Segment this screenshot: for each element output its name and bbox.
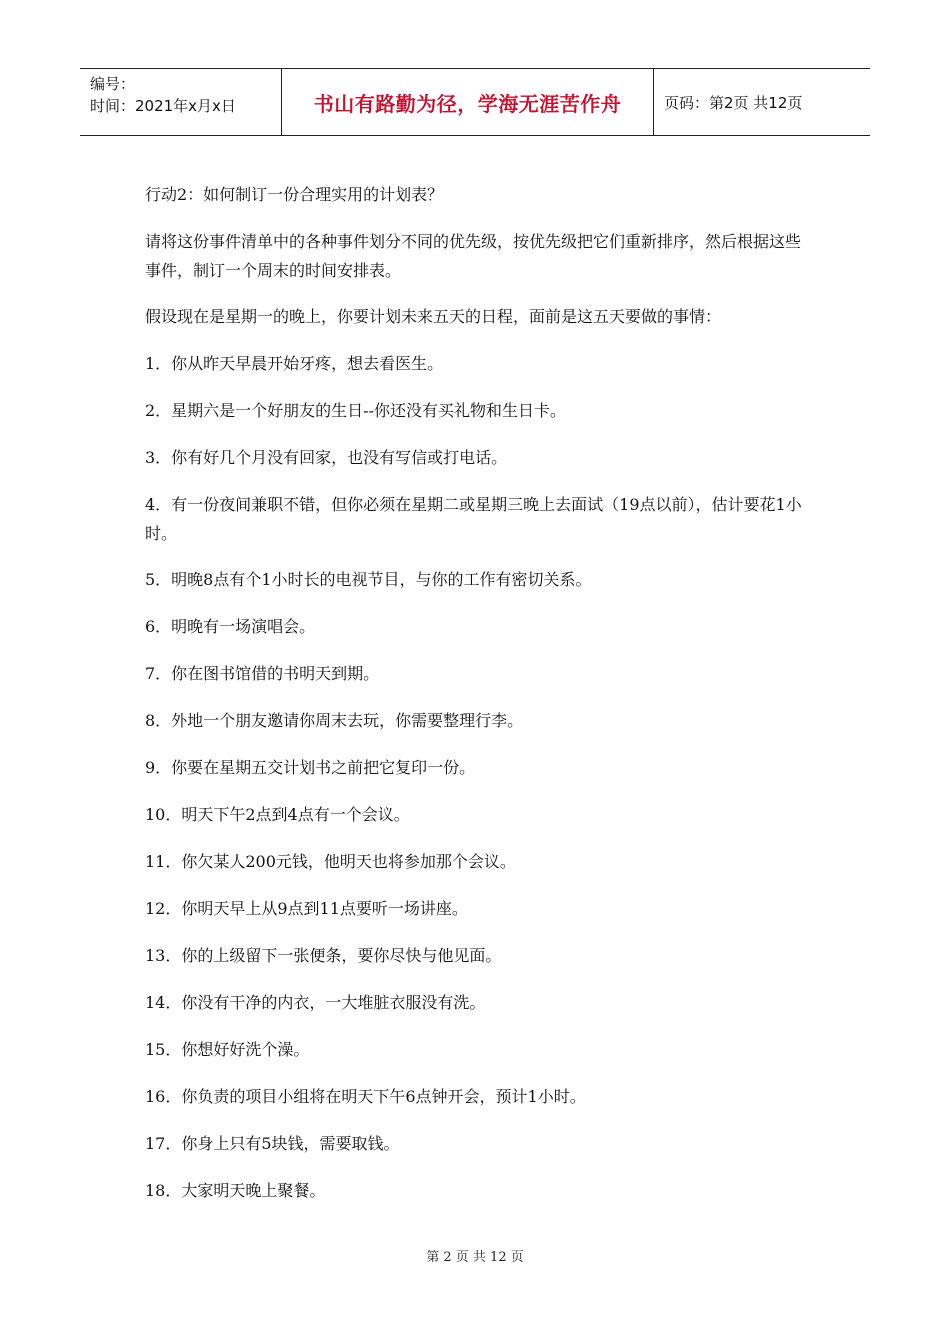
list-item: 4．有一份夜间兼职不错，但你必须在星期二或星期三晚上去面试（19点以前），估计要花1小时。 — [145, 495, 802, 543]
list-item: 15．你想好好洗个澡。 — [145, 1040, 310, 1059]
header-page-cell — [654, 69, 870, 135]
list-item: 17．你身上只有5块钱，需要取钱。 — [145, 1134, 400, 1153]
document-body — [145, 180, 805, 1205]
section-heading: 行动2：如何制订一份合理实用的计划表？ — [145, 185, 444, 204]
list-item: 14．你没有干净的内衣，一大堆脏衣服没有洗。 — [145, 993, 486, 1012]
document-header — [80, 68, 870, 136]
motto-text: 书山有路勤为径，学海无涯苦作舟 — [313, 91, 622, 116]
list-item: 11．你欠某人200元钱，他明天也将参加那个会议。 — [145, 852, 516, 871]
list-item: 1．你从昨天早晨开始牙疼，想去看医生。 — [145, 354, 444, 373]
list-item: 7．你在图书馆借的书明天到期。 — [145, 664, 380, 683]
list-item: 9．你要在星期五交计划书之前把它复印一份。 — [145, 758, 476, 777]
list-item: 8．外地一个朋友邀请你周末去玩，你需要整理行李。 — [145, 711, 524, 730]
header-meta-cell — [80, 69, 282, 135]
scenario-paragraph: 假设现在是星期一的晚上，你要计划未来五天的日程，面前是这五天要做的事情： — [145, 307, 722, 326]
list-item: 18．大家明天晚上聚餐。 — [145, 1181, 326, 1200]
header-motto-cell — [282, 69, 654, 135]
list-item: 6．明晚有一场演唱会。 — [145, 617, 316, 636]
list-item: 12．你明天早上从9点到11点要听一场讲座。 — [145, 899, 468, 918]
list-item: 16．你负责的项目小组将在明天下午6点钟开会，预计1小时。 — [145, 1087, 586, 1106]
serial-label: 编号： — [90, 75, 136, 93]
list-item: 13．你的上级留下一张便条，要你尽快与他见面。 — [145, 946, 502, 965]
time-label: 时间：2021年x月x日 — [90, 97, 236, 115]
page-footer: 第 2 页 共 12 页 — [426, 1250, 524, 1265]
instruction-paragraph: 请将这份事件清单中的各种事件划分不同的优先级，按优先级把它们重新排序，然后根据这些事件，制订一个周末的时间安排表。 — [145, 232, 802, 280]
list-item: 2．星期六是一个好朋友的生日--你还没有买礼物和生日卡。 — [145, 401, 566, 420]
list-item: 10．明天下午2点到4点有一个会议。 — [145, 805, 410, 824]
header-page-info: 页码：第2页 共12页 — [664, 93, 803, 112]
list-item: 5．明晚8点有个1小时长的电视节目，与你的工作有密切关系。 — [145, 570, 592, 589]
list-item: 3．你有好几个月没有回家，也没有写信或打电话。 — [145, 448, 508, 467]
